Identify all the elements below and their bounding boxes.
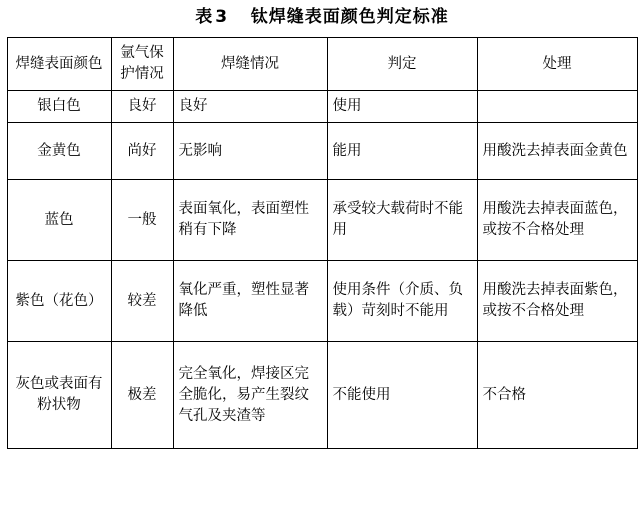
cell-weld-condition: 氧化严重，塑性显著降低 bbox=[173, 261, 327, 342]
cell-weld-surface-color: 蓝色 bbox=[7, 180, 111, 261]
column-header-judgement: 判定 bbox=[327, 38, 477, 91]
cell-treatment: 用酸洗去掉表面金黄色 bbox=[477, 123, 637, 180]
table-row bbox=[7, 342, 637, 449]
cell-weld-condition: 无影响 bbox=[173, 123, 327, 180]
cell-weld-surface-color: 灰色或表面有粉状物 bbox=[7, 342, 111, 449]
cell-weld-surface-color: 紫色（花色） bbox=[7, 261, 111, 342]
column-header-argon-protection: 氩气保护情况 bbox=[111, 38, 173, 91]
column-header-weld-surface-color: 焊缝表面颜色 bbox=[7, 38, 111, 91]
cell-weld-surface-color: 金黄色 bbox=[7, 123, 111, 180]
table-caption-number: 3 bbox=[215, 7, 229, 27]
table-body bbox=[7, 91, 637, 449]
cell-argon-protection: 良好 bbox=[111, 91, 173, 123]
column-header-weld-condition: 焊缝情况 bbox=[173, 38, 327, 91]
titanium-weld-color-criteria-table bbox=[7, 37, 638, 449]
cell-treatment bbox=[477, 91, 637, 123]
column-header-treatment: 处理 bbox=[477, 38, 637, 91]
cell-treatment: 用酸洗去掉表面紫色，或按不合格处理 bbox=[477, 261, 637, 342]
table-caption-label: 表 bbox=[195, 7, 214, 27]
table-header-row bbox=[7, 38, 637, 91]
table-caption-text: 钛焊缝表面颜色判定标准 bbox=[250, 7, 449, 27]
cell-judgement: 不能使用 bbox=[327, 342, 477, 449]
cell-weld-condition: 良好 bbox=[173, 91, 327, 123]
cell-argon-protection: 极差 bbox=[111, 342, 173, 449]
cell-judgement: 使用 bbox=[327, 91, 477, 123]
table-row bbox=[7, 180, 637, 261]
table-header bbox=[7, 38, 637, 91]
cell-weld-surface-color: 银白色 bbox=[7, 91, 111, 123]
cell-treatment: 用酸洗去掉表面蓝色，或按不合格处理 bbox=[477, 180, 637, 261]
table-row bbox=[7, 123, 637, 180]
table-caption bbox=[0, 0, 644, 37]
table-row bbox=[7, 91, 637, 123]
cell-weld-condition: 表面氧化，表面塑性稍有下降 bbox=[173, 180, 327, 261]
cell-judgement: 承受较大载荷时不能用 bbox=[327, 180, 477, 261]
table-row bbox=[7, 261, 637, 342]
cell-argon-protection: 较差 bbox=[111, 261, 173, 342]
cell-argon-protection: 尚好 bbox=[111, 123, 173, 180]
cell-judgement: 能用 bbox=[327, 123, 477, 180]
cell-argon-protection: 一般 bbox=[111, 180, 173, 261]
cell-weld-condition: 完全氧化，焊接区完全脆化，易产生裂纹气孔及夹渣等 bbox=[173, 342, 327, 449]
cell-treatment: 不合格 bbox=[477, 342, 637, 449]
cell-judgement: 使用条件（介质、负载）苛刻时不能用 bbox=[327, 261, 477, 342]
